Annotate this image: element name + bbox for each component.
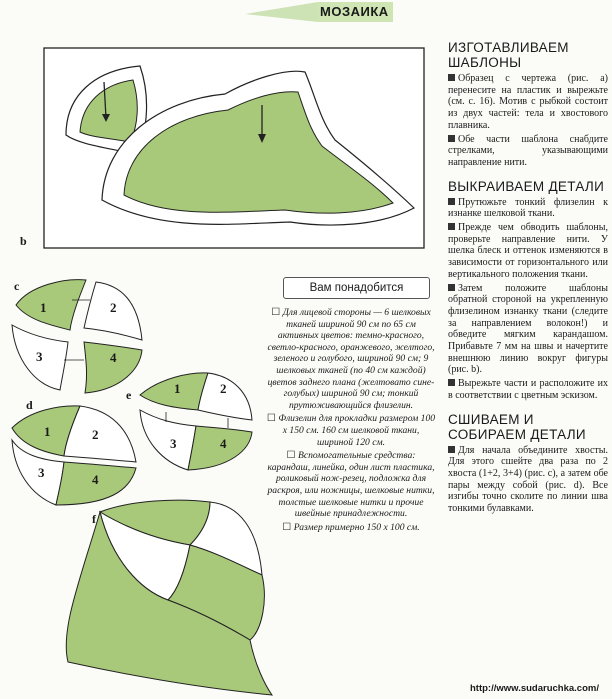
- paragraph: Обе части шаблона снабдите стрелками, указывающими направление нити.: [448, 133, 608, 168]
- paragraph: Вырежьте части и расположите их в соответствии с цветным эскизом.: [448, 378, 608, 401]
- fige-piece-3: [140, 410, 196, 470]
- paragraph: Прутюжьте тонкий флизелин к изнанке шелковой ткани.: [448, 196, 608, 220]
- section-heading: ВЫКРАИВАЕМ ДЕТАЛИ: [448, 178, 605, 194]
- piece-number: 3: [38, 465, 45, 480]
- bullet-square-icon: [448, 223, 455, 230]
- materials-heading: Вам понадобится: [283, 277, 430, 299]
- piece-number: 2: [110, 300, 117, 315]
- piece-number: 3: [170, 436, 177, 451]
- figure-label-b: b: [20, 234, 27, 248]
- figure-label-e: e: [126, 388, 132, 402]
- checkbox-icon: ☐: [266, 413, 279, 425]
- piece-number: 3: [36, 349, 43, 364]
- piece-number: 4: [110, 350, 117, 365]
- paragraph: Образец с чертежа (рис. a) перенесите на пластик и вырежьте (см. с. 16). Мотив с рыбкой состоит из двух частей: тела и хвостового плавника.: [448, 73, 608, 131]
- figure-label-c: c: [14, 279, 20, 293]
- paragraph: Затем положите шаблоны обратной стороной на укрепленную флизелином изнанку ткани (следите за направлением волокон!) и обведите мягким карандашом. Прибавьте 7 мм на швы и начертите внешнюю линию вокруг фигуры (рис. b).: [448, 282, 608, 376]
- materials-item: ☐ Для лицевой стороны — 6 шелковых тканей шириной 90 см по 65 см активных цветов: темно-красного, светло-красного, оранжевого, желтого, зеленого и голубого, шириной 90 см; 9 шелковых тканей (по 40 см каждой) цветов заднего плана (желтовато сине-голубых) шириной 90 см; тонкий прутюживающийся флизелин.: [267, 307, 435, 411]
- checkbox-icon: ☐: [271, 307, 283, 318]
- instructions-column: [448, 40, 608, 517]
- bullet-square-icon: [448, 74, 455, 81]
- bullet-square-icon: [448, 379, 455, 386]
- bullet-square-icon: [448, 284, 455, 291]
- piece-number: 4: [92, 472, 99, 487]
- bullet-square-icon: [448, 446, 455, 453]
- source-url[interactable]: http://www.sudaruchka.com/: [470, 683, 599, 694]
- materials-item: ☐ Вспомогательные средства: карандаш, линейка, один лист пластика, роликовый нож-резец, подложка для раскроя, или ножницы, шелковые нитки, толстые шелковые нитки и прочие швейные принадлежности.: [267, 450, 435, 520]
- checkbox-icon: ☐: [286, 450, 299, 462]
- page-title: МОЗАИКА: [320, 4, 389, 19]
- piece-number: 1: [44, 424, 51, 439]
- materials-item: ☐ Флизелин для прокладки размером 100 х 150 см. 160 см шелковой ткани, шириной 120 см.: [266, 413, 436, 448]
- paragraph: Прежде чем обводить шаблоны, проверьте направление нити. У шелка блеск и оттенок изменяются в зависимости от горизонтального или вертикального положения ткани.: [448, 222, 608, 280]
- materials-list: [266, 307, 436, 535]
- paragraph: Для начала объедините хвосты. Для этого сшейте два раза по 2 хвоста (1+2, 3+4) (рис. c), а затем обе пары между собой (рис. d). Все изгибы точно сколите по линии шва тонкими булавками.: [448, 444, 608, 515]
- figc-piece-1: [16, 280, 86, 330]
- bullet-square-icon: [448, 135, 455, 142]
- materials-item: ☐ Размер примерно 150 х 100 см.: [282, 521, 420, 533]
- piece-number: 1: [174, 381, 181, 396]
- figure-label-f: f: [92, 512, 96, 526]
- section-heading: ИЗГОТАВЛИВАЕМ ШАБЛОНЫ: [448, 40, 569, 70]
- section-heading: СШИВАЕМ И СОБИРАЕМ ДЕТАЛИ: [448, 411, 586, 442]
- checkbox-icon: ☐: [282, 521, 294, 533]
- bullet-square-icon: [448, 198, 455, 205]
- piece-number: 2: [220, 381, 227, 396]
- piece-number: 1: [40, 300, 47, 315]
- piece-number: 2: [92, 427, 99, 442]
- figure-label-d: d: [26, 398, 33, 412]
- piece-number: 4: [220, 436, 227, 451]
